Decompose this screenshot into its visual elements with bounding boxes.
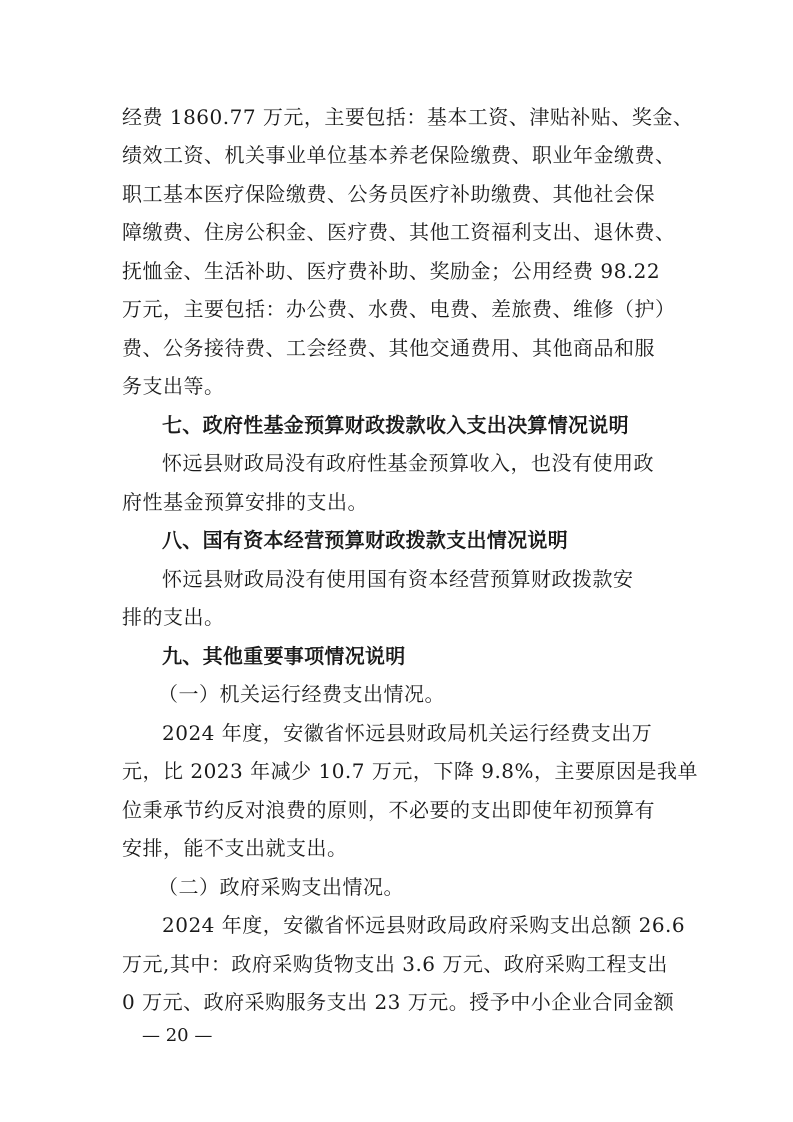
section-heading-8: 八、国有资本经营预算财政拨款支出情况说明 (162, 528, 568, 552)
section-7-line-2: 府性基金预算安排的支出。 (122, 490, 368, 514)
body-line-6: 万元，主要包括：办公费、水费、电费、差旅费、维修（护） (122, 297, 676, 321)
section-heading-9: 九、其他重要事项情况说明 (162, 644, 406, 668)
subsection-1-line-3: 位秉承节约反对浪费的原则，不必要的支出即使年初预算有 (122, 798, 655, 822)
subsection-2-line-3: 0 万元、政府采购服务支出 23 万元。授予中小企业合同金额 (122, 990, 675, 1014)
subsection-2-line-2: 万元,其中：政府采购货物支出 3.6 万元、政府采购工程支出 (122, 952, 668, 976)
body-line-1: 经费 1860.77 万元，主要包括：基本工资、津贴补贴、奖金、 (122, 105, 694, 129)
section-heading-7: 七、政府性基金预算财政拨款收入支出决算情况说明 (162, 413, 629, 437)
body-line-2: 绩效工资、机关事业单位基本养老保险缴费、职业年金缴费、 (122, 143, 676, 167)
body-line-8: 务支出等。 (122, 374, 225, 398)
body-line-3: 职工基本医疗保险缴费、公务员医疗补助缴费、其他社会保 (122, 182, 655, 206)
subsection-1-line-4: 安排，能不支出就支出。 (122, 836, 348, 860)
subsection-1-line-2: 元，比 2023 年减少 10.7 万元，下降 9.8%，主要原因是我单 (122, 759, 699, 783)
body-line-7: 费、公务接待费、工会经费、其他交通费用、其他商品和服 (122, 336, 655, 360)
subsection-heading-1: （一）机关运行经费支出情况。 (158, 682, 445, 706)
subsection-heading-2: （二）政府采购支出情况。 (158, 875, 404, 899)
body-line-4: 障缴费、住房公积金、医疗费、其他工资福利支出、退休费、 (122, 220, 676, 244)
page-number: — 20 — (142, 1025, 213, 1046)
section-8-line-2: 排的支出。 (122, 605, 225, 629)
subsection-2-line-1: 2024 年度，安徽省怀远县财政局政府采购支出总额 26.6 (162, 913, 686, 937)
section-7-line-1: 怀远县财政局没有政府性基金预算收入，也没有使用政 (162, 451, 654, 475)
section-8-line-1: 怀远县财政局没有使用国有资本经营预算财政拨款安 (162, 567, 634, 591)
body-line-5: 抚恤金、生活补助、医疗费补助、奖励金；公用经费 98.22 (122, 259, 661, 283)
subsection-1-line-1: 2024 年度，安徽省怀远县财政局机关运行经费支出万 (162, 721, 653, 745)
